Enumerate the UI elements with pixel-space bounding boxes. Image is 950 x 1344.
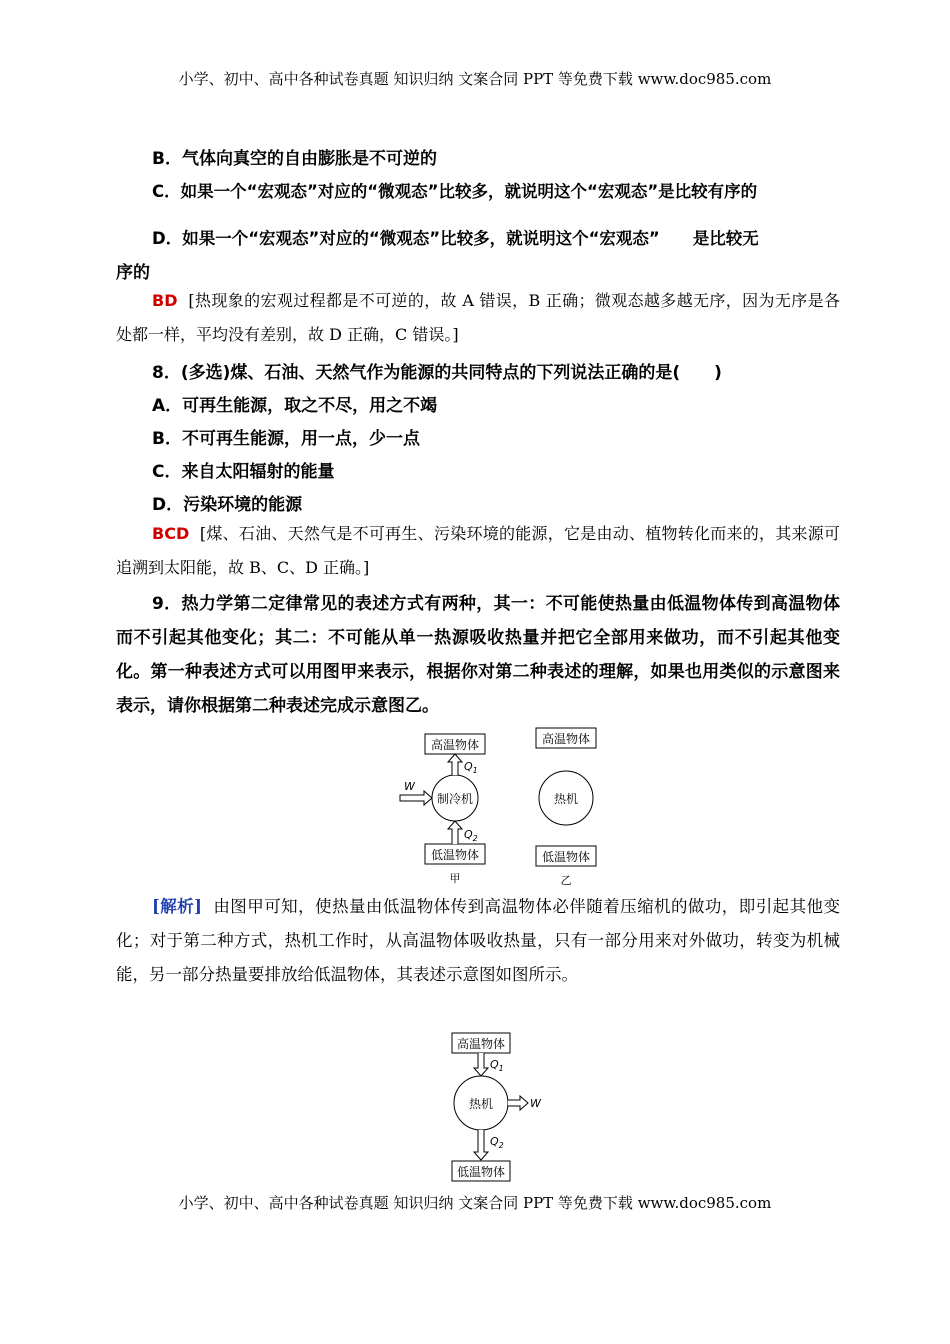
page-header: 小学、初中、高中各种试卷真题 知识归纳 文案合同 PPT 等免费下载 www.doc985.com [178,70,772,88]
yi-caption: 乙 [560,874,572,887]
jia-w-label: W [404,780,415,793]
q7-answer [116,284,840,352]
q8-answer [116,517,840,585]
yi-low-temp-label: 低温物体 [541,850,591,864]
figure-jia [390,728,520,888]
q8-answer-key: BCD [152,524,190,543]
q7-answer-key: BD [152,291,178,310]
ans-heat-engine-label: 热机 [468,1097,494,1111]
q7-option-c: C．如果一个“宏观态”对应的“微观态”比较多，就说明这个“宏观态”是比较有序的 [152,182,758,201]
yi-heat-engine-label: 热机 [553,792,579,806]
jia-q1-label: $Q_1$ [464,760,478,775]
jia-q2-label: $Q_2$ [464,828,478,843]
ans-low-temp-label: 低温物体 [456,1165,506,1179]
jia-refrigerator-label: 制冷机 [436,792,474,806]
q7-option-d-cont: 序的 [116,263,150,283]
q8-option-d: D．污染环境的能源 [152,495,303,515]
ans-w-label: W [530,1097,541,1110]
jia-caption: 甲 [449,872,461,885]
q9-stem: 9．热力学第二定律常见的表述方式有两种，其一：不可能使热量由低温物体传到高温物体而不引起其他变化；其二：不可能从单一热源吸收热量并把它全部用来做功，而不引起其他变化。第一种表述方式可以用图甲来表示，根据你对第二种表述的理解，如果也用类似的示意图来表示，请你根据第二种表述完成示意图乙。 [116,594,840,716]
q8-stem: 8．(多选)煤、石油、天然气作为能源的共同特点的下列说法正确的是( ) [152,363,722,383]
analysis-label: [解析] [152,897,202,916]
q8-option-b: B．不可再生能源，用一点，少一点 [152,429,420,449]
ans-w-arrow [508,1096,528,1110]
jia-low-temp-label: 低温物体 [430,848,480,862]
ans-high-temp-label: 高温物体 [456,1037,506,1051]
ans-q1-label: $Q_1$ [490,1058,504,1073]
ans-q1-arrow [474,1053,488,1076]
q8-option-a: A．可再生能源，取之不尽，用之不竭 [152,396,438,416]
q8-option-c: C．来自太阳辐射的能量 [152,462,335,482]
page-footer: 小学、初中、高中各种试卷真题 知识归纳 文案合同 PPT 等免费下载 www.doc985.com [178,1194,772,1212]
q7-answer-text: [热现象的宏观过程都是不可逆的，故 A 错误，B 正确；微观态越多越无序，因为无序是各处都一样，平均没有差别，故 D 正确，C 错误。] [116,291,840,344]
q9-analysis [116,890,840,992]
q8-answer-text: [煤、石油、天然气是不可再生、污染环境的能源，它是由动、植物转化而来的，其来源可追溯到太阳能，故 B、C、D 正确。] [116,524,841,577]
yi-high-temp-label: 高温物体 [541,732,591,746]
analysis-text: 由图甲可知，使热量由低温物体传到高温物体必伴随着压缩机的做功，即引起其他变化；对于第二种方式，热机工作时，从高温物体吸收热量，只有一部分用来对外做功，转变为机械能，另一部分热量要排放给低温物体，其表述示意图如图所示。 [116,897,840,984]
jia-w-arrow [400,791,432,805]
jia-q2-arrow [448,821,462,844]
jia-high-temp-label: 高温物体 [430,738,480,752]
figure-answer [440,1030,570,1185]
jia-q1-arrow [448,754,462,775]
q7-option-d: D．如果一个“宏观态”对应的“微观态”比较多，就说明这个“宏观态” 是比较无 [152,229,759,248]
ans-q2-arrow [474,1130,488,1160]
figure-yi [525,724,615,888]
q7-option-b: B．气体向真空的自由膨胀是不可逆的 [152,149,437,169]
ans-q2-label: $Q_2$ [490,1135,504,1150]
